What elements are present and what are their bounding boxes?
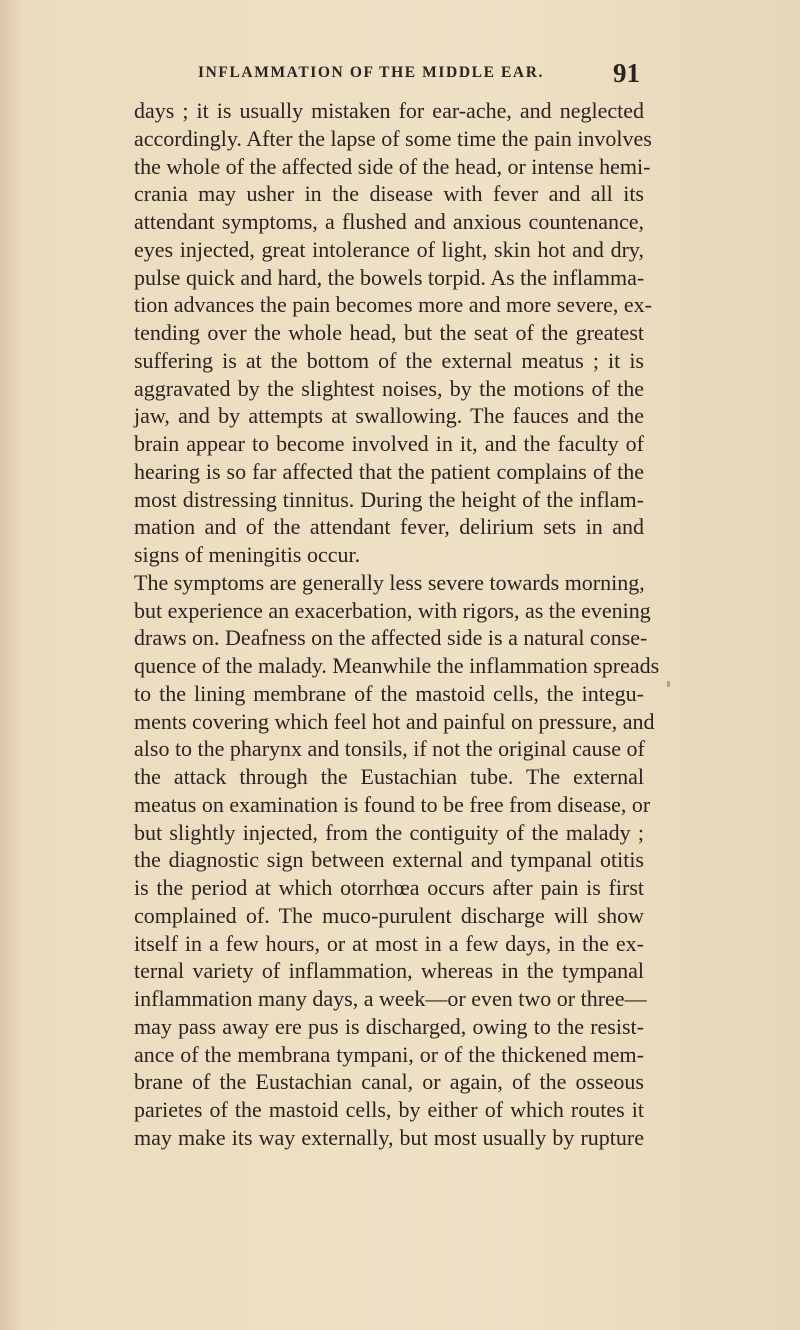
text-line: mation and of the attendant fever, delirium sets in and [134,514,644,540]
text-line: to the lining membrane of the mastoid cells, the integu- [134,680,644,706]
text-line-paragraph-end: signs of meningitis occur. [134,542,361,567]
text-line: accordingly. After the lapse of some time the pain involves [134,125,652,151]
text-line: but slightly injected, from the contiguity of the malady ; [134,819,644,845]
text-line: but experience an exacerbation, with rigors, as the evening [134,597,651,623]
running-head-title: INFLAMMATION OF THE MIDDLE EAR. [198,64,544,81]
running-head [0,58,800,92]
text-line: complained of. The muco-purulent discharge will show [134,902,644,928]
text-line: inflammation many days, a week—or even two or three— [134,986,647,1011]
text-line: ance of the membrana tympani, or of the thickened mem- [134,1041,644,1067]
text-line: brain appear to become involved in it, and the faculty of [134,431,644,456]
body-text [134,97,660,1152]
text-line: is the period at which otorrhœa occurs after pain is first [134,875,644,900]
text-line: eyes injected, great intolerance of light, skin hot and dry, [134,236,644,262]
text-line: parietes of the mastoid cells, by either of which routes it [134,1097,644,1122]
text-line: most distressing tinnitus. During the height of the inflam- [134,486,644,512]
text-line: aggravated by the slightest noises, by the motions of the [134,375,644,401]
text-line: quence of the malady. Meanwhile the inflammation spreads [134,653,660,678]
paper-blemish [667,681,670,687]
text-line: meatus on examination is found to be free from disease, or [134,791,651,817]
text-line: suffering is at the bottom of the external meatus ; it is [134,347,644,373]
text-line: jaw, and by attempts at swallowing. The fauces and the [134,403,644,429]
text-line: the diagnostic sign between external and tympanal otitis [134,847,644,873]
text-line: draws on. Deafness on the affected side is a natural conse- [134,625,648,651]
text-line: tending over the whole head, but the seat of the greatest [134,320,644,345]
text-line: crania may usher in the disease with fever and all its [134,181,644,207]
text-line: tion advances the pain becomes more and more severe, ex- [134,292,653,318]
text-line: days ; it is usually mistaken for ear-ache, and neglected [134,98,644,123]
text-line: the attack through the Eustachian tube. The external [134,764,644,789]
text-line: brane of the Eustachian canal, or again, of the osseous [134,1069,644,1095]
text-line: the whole of the affected side of the head, or intense hemi- [134,153,651,179]
page-number: 91 [613,58,640,88]
text-line: pulse quick and hard, the bowels torpid. As the inflamma- [134,264,645,290]
text-line: attendant symptoms, a flushed and anxious countenance, [134,209,644,234]
text-line: hearing is so far affected that the patient complains of the [134,458,644,484]
text-line: may make its way externally, but most usually by rupture [134,1124,644,1150]
text-line-paragraph-start: The symptoms are generally less severe towards morning, [134,569,645,595]
text-line: ments covering which feel hot and painful on pressure, and [134,708,655,734]
text-line: itself in a few hours, or at most in a few days, in the ex- [134,930,644,956]
text-line: may pass away ere pus is discharged, owing to the resist- [134,1013,644,1039]
text-line: ternal variety of inflammation, whereas in the tympanal [134,958,644,984]
text-line: also to the pharynx and tonsils, if not the original cause of [134,736,645,762]
